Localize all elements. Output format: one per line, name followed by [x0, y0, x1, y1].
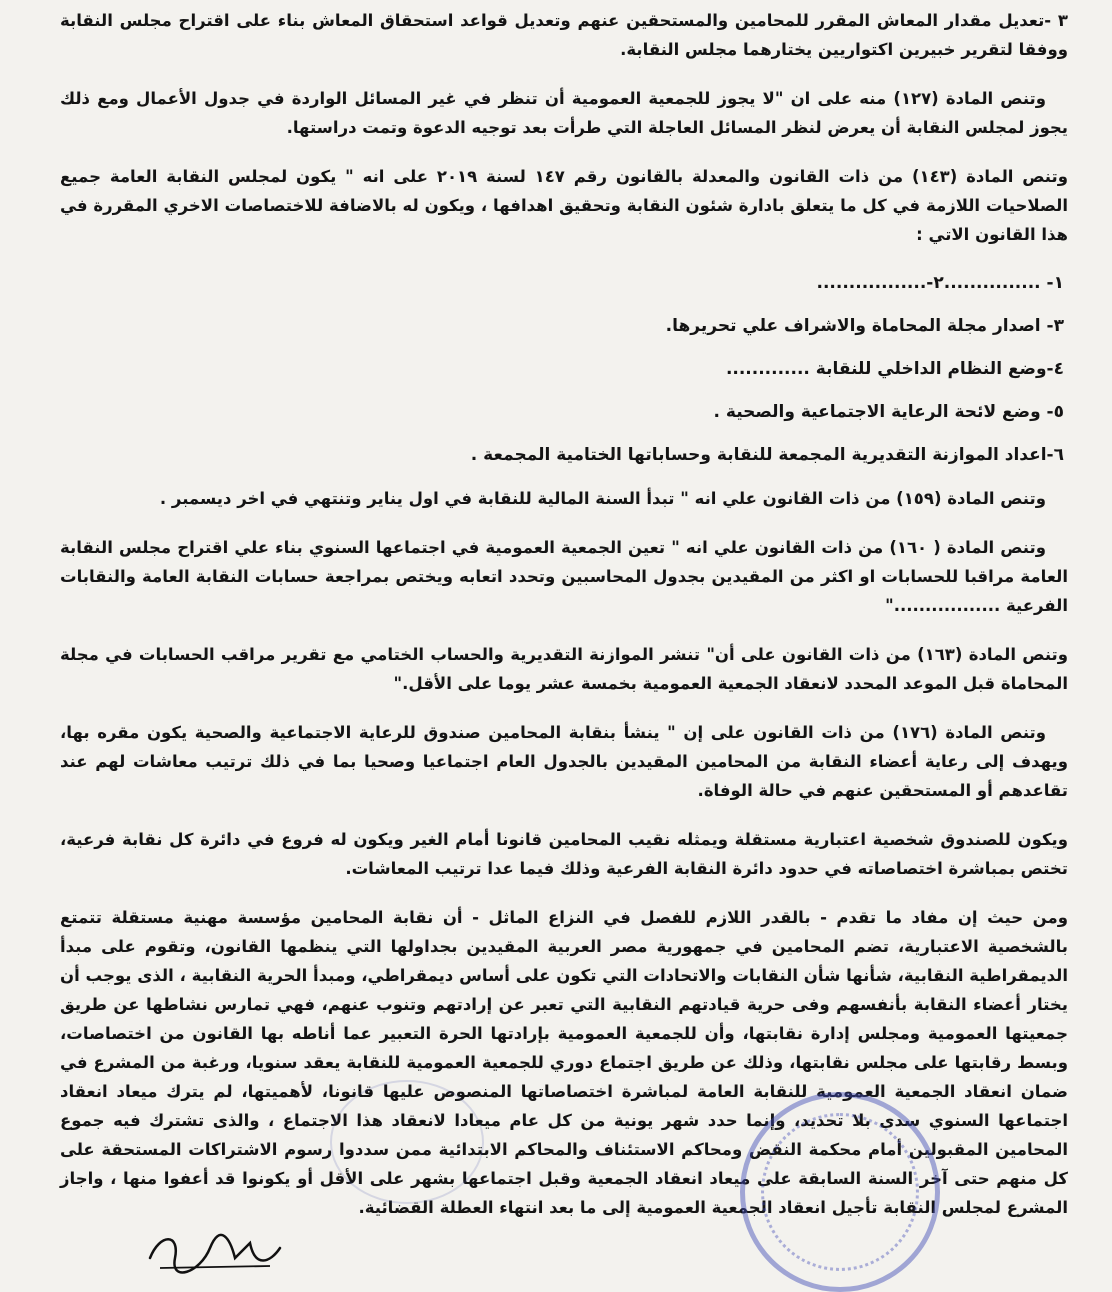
paragraph-article-176: وتنص المادة (١٧٦) من ذات القانون على إن " ينشأ بنقابة المحامين صندوق للرعاية الاجتماعية والصحية يكون مقره بها، ويهدف إلى رعاية أعضاء النقابة من المحامين المقيدين بالجدول العام اجتماعيا وصحيا بما في ذلك ترتيب معاشات لهم عند تقاعدهم أو المستحقين عنهم في حالة الوفاة. [60, 723, 1068, 800]
paragraph-pension-amendment: ٣ -تعديل مقدار المعاش المقرر للمحامين والمستحقين عنهم وتعديل قواعد استحقاق المعاش بناء على اقتراح مجلس النقابة ووفقا لتقرير خبيرين اكتواريين يختارهما مجلس النقابة. [60, 11, 1068, 59]
list-item: ٤-وضع النظام الداخلي للنقابة ............. [725, 359, 1064, 379]
paragraph-fund-legal-personality: ويكون للصندوق شخصية اعتبارية مستقلة ويمثله نقيب المحامين قانونا أمام الغير ويكون له فروع في دائرة كل نقابة فرعية، تختص بمباشرة اختصاصاته في حدود دائرة النقابة الفرعية وذلك فيما عدا ترتيب المعاشات. [60, 830, 1068, 878]
list-item: ٥- وضع لائحة الرعاية الاجتماعية والصحية . [713, 402, 1064, 422]
paragraph-article-159: وتنص المادة (١٥٩) من ذات القانون علي انه " تبدأ السنة المالية للنقابة في اول يناير وتنتهي في اخر ديسمبر . [159, 489, 1046, 508]
handwritten-signature [140, 1228, 290, 1278]
paragraph-court-reasoning: ومن حيث إن مفاد ما تقدم - بالقدر اللازم للفصل في النزاع الماثل - أن نقابة المحامين مؤسسة مهنية مستقلة تتمتع بالشخصية الاعتبارية، تضم المحامين في جمهورية مصر العربية المقيدين بجداولها التي ينظمها القانون، وتقوم على مبدأ الديمقراطية النقابية، شأنها شأن النقابات والاتحادات التي تكون على أساس ديمقراطي، ومبدأ الحرية النقابية ، الذى يوجب أن يختار أعضاء النقابة بأنفسهم وفى حرية قيادتهم النقابية التي تعبر عن إرادتهم وتنوب عنهم، فهي تمارس نشاطها عن طريق جمعيتها العمومية ومجلس إدارة نقابتها، وأن للجمعية العمومية بإرادتها الحرة التعبير عما أناطه بها القانون من اختصاصات، وبسط رقابتها على مجلس نقابتها، وذلك عن طريق اجتماع دوري للجمعية العمومية للنقابة يعقد سنويا، ورغبة من المشرع في ضمان انعقاد الجمعية العمومية للنقابة العامة لمباشرة اختصاصاتها المنصوص عليها قانونا، لأهميتها، لم يترك ميعاد انعقاد اجتماعها السنوي سدى بلا تحديد، وإنما حدد شهر يونية من كل عام ميعادا لانعقاد هذا الاجتماع ، والذى تشترك فيه جموع المحامين المقبولين أمام محكمة النقض ومحاكم الاستئناف والمحاكم الابتدائية ممن سددوا رسوم الاشتراكات المستحقة على كل منهم حتى آخر السنة السابقة على ميعاد انعقاد الجمعية وقبل اجتماعها بشهر على الأقل أو يكونوا قد أعفوا منها ، واجاز المشرع لمجلس النقابة تأجيل انعقاد الجمعية العمومية إلى ما بعد انتهاء العطلة القضائية. [60, 908, 1068, 1217]
list-item: ٣- اصدار مجلة المحاماة والاشراف علي تحريرها. [665, 316, 1064, 336]
paragraph-article-163: وتنص المادة (١٦٣) من ذات القانون على أن" تنشر الموازنة التقديرية والحساب الختامي مع تقرير مراقب الحسابات في مجلة المحاماة قبل الموعد المحدد لانعقاد الجمعية العمومية بخمسة عشر يوما على الأقل." [60, 645, 1069, 693]
paragraph-article-127: وتنص المادة (١٢٧) منه على ان "لا يجوز للجمعية العمومية أن تنظر في غير المسائل الواردة في جدول الأعمال ومع ذلك يجوز لمجلس النقابة أن يعرض لنظر المسائل العاجلة التي طرأت بعد توجيه الدعوة وتمت دراستها. [60, 89, 1068, 137]
paragraph-article-160: وتنص المادة ( ١٦٠) من ذات القانون علي انه " تعين الجمعية العمومية في اجتماعها السنوي بناء علي اقتراح مجلس النقابة العامة مراقبا للحسابات او اكثر من المقيدين بجدول المحاسبين وتحدد اتعابه ويختص بمراجعة حسابات النقابة العامة والنقابات الفرعية ................." [60, 538, 1068, 615]
list-item: ٦-اعداد الموازنة التقديرية المجمعة للنقابة وحساباتها الختامية المجمعة . [470, 445, 1064, 465]
list-item: ١- ...............٢-................. [816, 273, 1064, 293]
paragraph-article-143: وتنص المادة (١٤٣) من ذات القانون والمعدلة بالقانون رقم ١٤٧ لسنة ٢٠١٩ على انه " يكون لمجلس النقابة العامة جميع الصلاحيات اللازمة في كل ما يتعلق بادارة شئون النقابة وتحقيق اهدافها ، ويكون له بالاضافة للاختصاصات الاخري المقررة في هذا القانون الاتي : [60, 167, 1068, 244]
